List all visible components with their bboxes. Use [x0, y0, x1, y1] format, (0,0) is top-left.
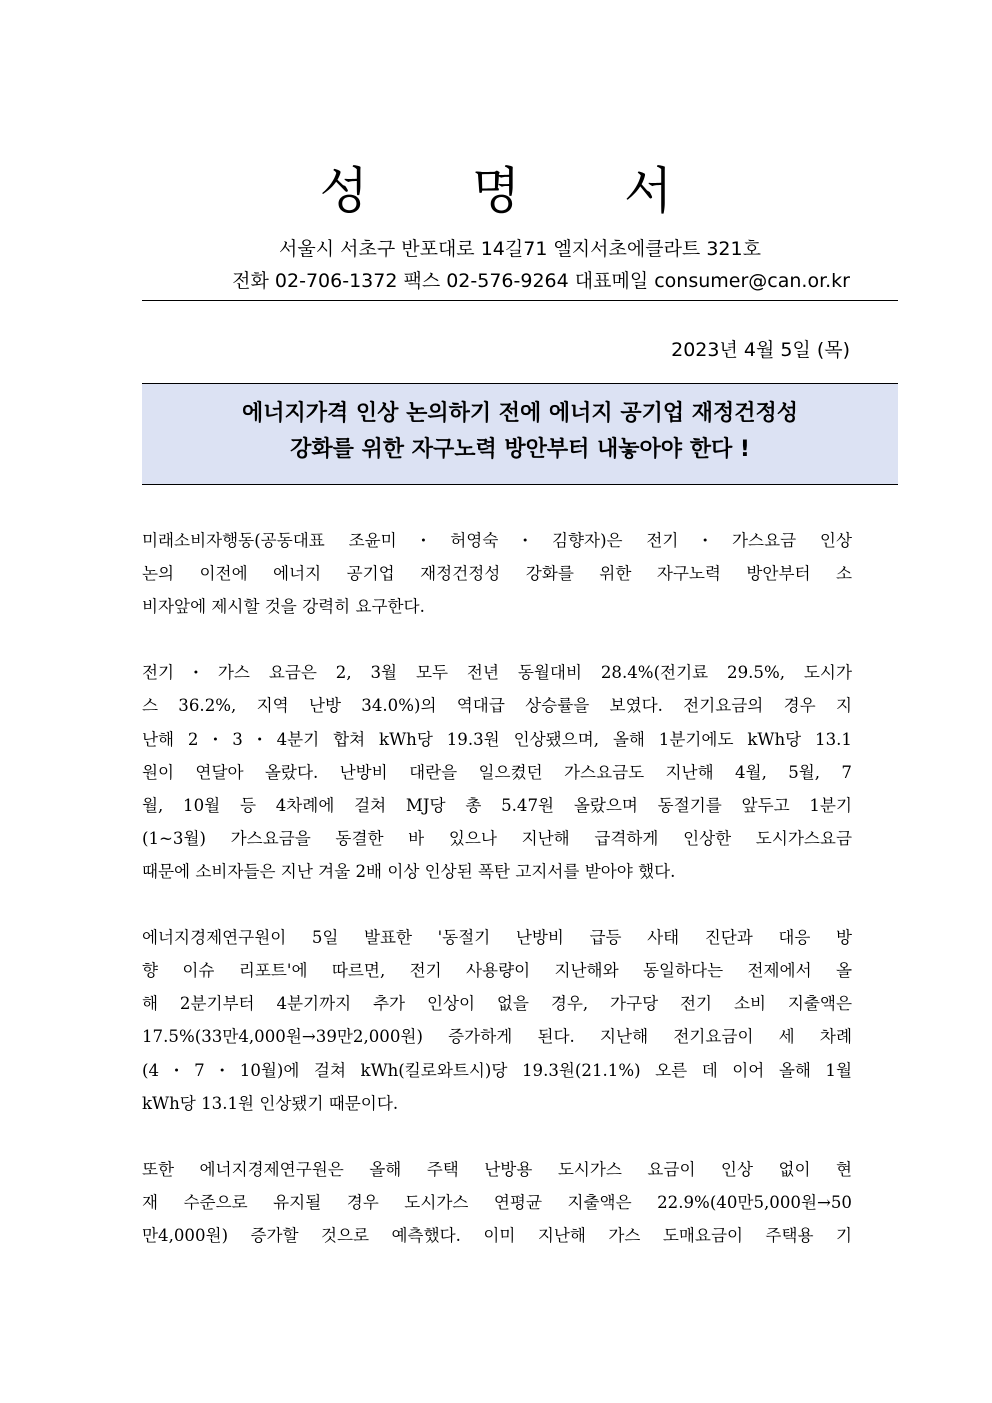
paragraph-3 — [142, 921, 852, 1120]
paragraph-1 — [142, 524, 852, 623]
paragraph-line: 향 이슈 리포트'에 따르면, 전기 사용량이 지난해와 동일하다는 전제에서 올 — [142, 961, 852, 981]
headline-box — [142, 383, 898, 485]
paragraph-line: 해 2분기부터 4분기까지 추가 인상이 없을 경우, 가구당 전기 소비 지출액은 — [142, 994, 852, 1014]
document-title: 성 명 서 — [319, 162, 717, 220]
paragraph-line: 미래소비자행동(공동대표 조윤미・허영숙・김향자)은 전기・가스요금 인상 — [142, 531, 852, 550]
paragraph-line: 재 수준으로 유지될 경우 도시가스 연평균 지출액은 22.9%(40만5,000원→50 — [142, 1192, 852, 1212]
paragraph-line: 월, 10월 등 4차례에 걸쳐 MJ당 총 5.47원 올랐으며 동절기를 앞두고 1분기 — [142, 795, 852, 815]
headline-line-2: 강화를 위한 자구노력 방안부터 내놓아야 한다 ! — [290, 437, 750, 462]
paragraph-line: 전기・가스 요금은 2, 3월 모두 전년 동월대비 28.4%(전기료 29.5%, 도시가 — [142, 663, 852, 683]
paragraph-line: 또한 에너지경제연구원은 올해 주택 난방용 도시가스 요금이 인상 없이 현 — [142, 1159, 852, 1179]
paragraph-line: 스 36.2%, 지역 난방 34.0%)의 역대급 상승률을 보였다. 전기요금의 경우 지 — [142, 696, 852, 716]
statement-body — [142, 524, 852, 1285]
paragraph-line: kWh당 13.1원 인상됐기 때문이다. — [142, 1093, 399, 1113]
paragraph-line: 17.5%(33만4,000원→39만2,000원) 증가하게 된다. 지난해 전기요금이 세 차례 — [142, 1027, 852, 1047]
paragraph-line: 논의 이전에 에너지 공기업 재정건정성 강화를 위한 자구노력 방안부터 소 — [142, 564, 852, 584]
paragraph-4 — [142, 1153, 852, 1252]
paragraph-line: 비자앞에 제시할 것을 강력히 요구한다. — [142, 597, 425, 617]
paragraph-line: 때문에 소비자들은 지난 겨울 2배 이상 인상된 폭탄 고지서를 받아야 했다. — [142, 861, 676, 881]
header-divider — [142, 300, 898, 301]
organization-address: 서울시 서초구 반포대로 14길71 엘지서초에클라트 321호 — [279, 238, 761, 260]
paragraph-line: (1~3월) 가스요금을 동결한 바 있으나 지난해 급격하게 인상한 도시가스요금 — [142, 828, 852, 848]
paragraph-line: 에너지경제연구원이 5일 발표한 '동절기 난방비 급등 사태 진단과 대응 방 — [142, 928, 852, 948]
paragraph-line: 원이 연달아 올랐다. 난방비 대란을 일으켰던 가스요금도 지난해 4월, 5월, 7 — [142, 762, 852, 782]
release-date: 2023년 4월 5일 (목) — [671, 339, 850, 361]
paragraph-line: (4・7・10월)에 걸쳐 kWh(킬로와트시)당 19.3원(21.1%) 오른 데 이어 올해 1월 — [142, 1060, 852, 1080]
paragraph-line: 만4,000원) 증가할 것으로 예측했다. 이미 지난해 가스 도매요금이 주택용 기 — [142, 1225, 852, 1245]
headline-line-1: 에너지가격 인상 논의하기 전에 에너지 공기업 재정건정성 — [241, 401, 798, 426]
organization-contact: 전화 02-706-1372 팩스 02-576-9264 대표메일 consumer@can.or.kr — [232, 270, 850, 292]
paragraph-line: 난해 2・3・4분기 합쳐 kWh당 19.3원 인상됐으며, 올해 1분기에도 kWh당 13.1 — [142, 729, 852, 749]
paragraph-2 — [142, 656, 852, 888]
